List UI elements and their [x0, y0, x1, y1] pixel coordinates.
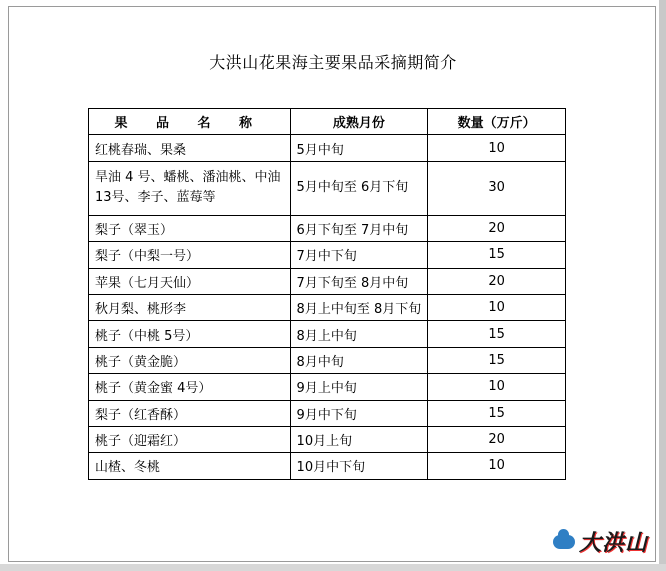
period-cell: 9月中下旬 — [290, 400, 428, 426]
period-cell: 6月下旬至 7月中旬 — [290, 215, 428, 241]
table-row — [89, 426, 566, 452]
period-cell: 8月上中旬 — [290, 321, 428, 347]
fruit-name-cell: 红桃春瑞、果桑 — [89, 135, 291, 161]
quantity-cell: 10 — [428, 135, 566, 161]
fruit-name-cell: 苹果（七月天仙） — [89, 268, 291, 294]
period-cell: 8月中旬 — [290, 347, 428, 373]
table-row — [89, 161, 566, 215]
watermark-logo — [553, 526, 648, 557]
table-row — [89, 268, 566, 294]
fruit-name-cell: 梨子（翠玉） — [89, 215, 291, 241]
quantity-cell: 30 — [428, 161, 566, 215]
period-cell: 8月上中旬至 8月下旬 — [290, 294, 428, 320]
page-edge-bottom — [0, 564, 666, 571]
fruit-name-cell: 秋月梨、桃形李 — [89, 294, 291, 320]
quantity-cell: 10 — [428, 294, 566, 320]
period-cell: 10月上旬 — [290, 426, 428, 452]
period-cell: 7月下旬至 8月中旬 — [290, 268, 428, 294]
harvest-table — [88, 108, 566, 480]
period-cell: 10月中下旬 — [290, 453, 428, 479]
quantity-cell: 20 — [428, 215, 566, 241]
table-row — [89, 374, 566, 400]
fruit-name-cell: 梨子（中梨一号） — [89, 242, 291, 268]
quantity-cell: 20 — [428, 426, 566, 452]
header-quantity: 数量（万斤） — [428, 109, 566, 135]
table-row — [89, 294, 566, 320]
quantity-cell: 15 — [428, 321, 566, 347]
header-ripening-month: 成熟月份 — [290, 109, 428, 135]
period-cell: 7月中下旬 — [290, 242, 428, 268]
fruit-name-cell: 旱油 4 号、蟠桃、潘油桃、中油 13号、李子、蓝莓等 — [89, 161, 291, 215]
watermark-text: 大洪山 — [578, 530, 648, 556]
quantity-cell: 20 — [428, 268, 566, 294]
table-row — [89, 321, 566, 347]
quantity-cell: 15 — [428, 242, 566, 268]
fruit-name-cell: 桃子（黄金脆） — [89, 347, 291, 373]
cloud-logo-icon — [553, 535, 575, 549]
table-row — [89, 453, 566, 479]
quantity-cell: 15 — [428, 400, 566, 426]
period-cell: 5月中旬至 6月下旬 — [290, 161, 428, 215]
fruit-name-cell: 桃子（中桃 5号） — [89, 321, 291, 347]
quantity-cell: 15 — [428, 347, 566, 373]
header-fruit-name: 果 品 名 称 — [89, 109, 291, 135]
page-edge-right — [659, 0, 666, 571]
table-header-row — [89, 109, 566, 135]
period-cell: 9月上中旬 — [290, 374, 428, 400]
table-row — [89, 215, 566, 241]
table-row — [89, 400, 566, 426]
period-cell: 5月中旬 — [290, 135, 428, 161]
quantity-cell: 10 — [428, 374, 566, 400]
page-title: 大洪山花果海主要果品采摘期简介 — [209, 53, 457, 72]
table-row — [89, 135, 566, 161]
fruit-name-cell: 桃子（黄金蜜 4号） — [89, 374, 291, 400]
table-row — [89, 347, 566, 373]
fruit-name-cell: 梨子（红香酥） — [89, 400, 291, 426]
table-row — [89, 242, 566, 268]
quantity-cell: 10 — [428, 453, 566, 479]
fruit-name-cell: 桃子（迎霜红） — [89, 426, 291, 452]
fruit-name-cell: 山楂、冬桃 — [89, 453, 291, 479]
